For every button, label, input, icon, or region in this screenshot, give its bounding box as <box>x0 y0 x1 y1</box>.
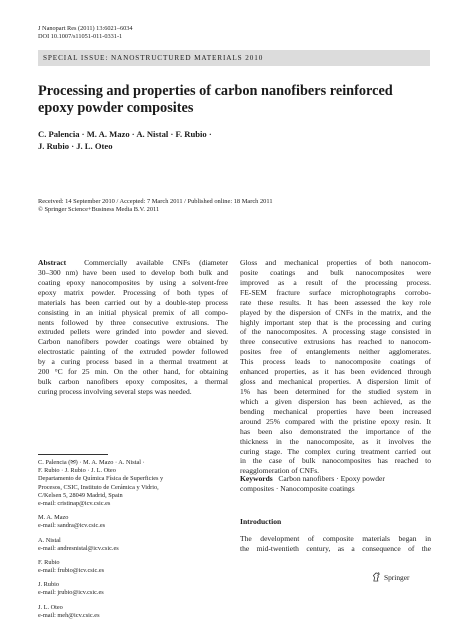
abstract-line: Carbon nanofibers powder coatings were obtained by <box>38 337 228 347</box>
body-line: reagglomeration of CNFs. <box>240 466 320 476</box>
body-line: The development of composite materials began in <box>240 534 431 543</box>
author-name: F. Rubio <box>38 558 60 566</box>
abstract-line: electrostatic painting of the extruded powder followed <box>38 347 228 357</box>
springer-horse-icon <box>372 572 381 582</box>
abstract-line: curing process involving several steps was needed. <box>38 386 192 396</box>
abstract-line: extruded pellets were grinded into powder and sieved. <box>38 327 228 337</box>
abstract-line: epoxy matrix powder. Processing of both types of <box>38 287 228 297</box>
body-line: bending mechanical properties have been increased <box>240 406 431 416</box>
section-heading-introduction: Introduction <box>240 517 282 526</box>
affiliation-block <box>38 459 228 508</box>
affiliation-line: F. Rubio · J. Rubio · J. L. Oteo <box>38 467 116 475</box>
abstract-heading: Abstract <box>38 258 67 267</box>
body-line: curing stage. The complex curing treatment carried out <box>240 446 431 456</box>
email-line: e-mail: frubio@icv.csic.es <box>38 567 105 575</box>
journal-reference <box>38 25 133 41</box>
body-line: gloss and mechanical properties. A dispersion limit of <box>240 377 431 387</box>
publication-history <box>38 198 430 215</box>
author-line: C. Palencia · M. A. Mazo · A. Nistal · F. Rubio · <box>38 129 212 139</box>
body-line: posite coatings and bulk nanocomposites were <box>240 267 431 277</box>
doi: DOI 10.1007/s11051-011-0331-1 <box>38 33 123 41</box>
author-name: A. Nistal <box>38 536 61 544</box>
affiliation-block <box>38 537 228 553</box>
author-line: J. Rubio · J. L. Oteo <box>38 141 113 151</box>
journal-citation: J Nanopart Res (2011) 13:6021–6034 <box>38 25 133 32</box>
abstract <box>38 258 228 397</box>
email-line: e-mail: jrubio@icv.csic.es <box>38 589 104 597</box>
abstract-line: Commercially available CNFs (diameter <box>84 258 228 267</box>
special-issue-banner <box>38 50 430 66</box>
affiliation-block <box>38 559 228 575</box>
abstract-line: nents followed by three consecutive extrusions. The <box>38 317 228 327</box>
keywords-line: composites · Nanocomposite coatings <box>240 483 355 493</box>
body-line: in the case of bulk nanocomposites has reached to <box>240 456 431 466</box>
abstract-line: materials has been carried out by a double-step process <box>38 297 228 307</box>
author-affiliations <box>38 459 228 620</box>
affiliation-block <box>38 581 228 597</box>
body-line: of the nanocomposites. A processing stage consisted in <box>240 327 431 337</box>
publisher-logo <box>372 572 409 582</box>
affiliation-line: C. Palencia (✉) · M. A. Mazo · A. Nistal · <box>38 459 145 466</box>
affiliation-line: Departamento de Química Física de Superficies y <box>38 475 164 483</box>
body-line: thickness in the nanocomposite, as it involves the <box>240 436 431 446</box>
body-line: 1% has been determined for the studied system in <box>240 386 431 396</box>
keywords-heading: Keywords <box>240 474 273 483</box>
email-line: e-mail: sandra@icv.csic.es <box>38 522 106 530</box>
body-line: posites free of entanglements neither agglomerates. <box>240 347 431 357</box>
abstract-line: coating epoxy nanocomposites by using a solvent-free <box>38 277 228 287</box>
keywords <box>240 474 431 494</box>
affiliation-line: Procesos, CSIC, Instituto de Cerámica y Vidrio, <box>38 483 159 491</box>
publisher-name: Springer <box>384 572 410 582</box>
keywords-line: Carbon nanofibers · Epoxy powder <box>278 474 385 483</box>
abstract-line: consisting in an initial physical premix of all compo- <box>38 307 228 317</box>
body-line: enhanced properties, as it has been evidenced through <box>240 367 431 377</box>
body-line: around 25% compared with the pristine epoxy resin. It <box>240 416 431 426</box>
paper-title <box>38 83 418 117</box>
affiliation-line: C/Kelsen 5, 28049 Madrid, Spain <box>38 491 123 499</box>
body-line: Gloss and mechanical properties of both nanocom- <box>240 258 431 267</box>
affiliation-block <box>38 514 228 530</box>
abstract-line: bulk carbon nanofibers epoxy composites, a thermal <box>38 377 228 387</box>
abstract-line: 200 °C for 25 min. On the other hand, for obtaining <box>38 367 228 377</box>
body-line: FE-SEM fracture surface microphotographs corrobo- <box>240 287 431 297</box>
abstract-line: by a curing process based in a thermal treatment at <box>38 357 228 367</box>
body-line: highly important step that is the processing and curing <box>240 317 431 327</box>
abstract-continued <box>240 258 431 476</box>
footnote-divider <box>38 454 108 455</box>
body-line: played by the dispersion of CNFs in the matrix, and the <box>240 307 431 317</box>
title-line: epoxy powder composites <box>38 100 194 116</box>
body-line: This process leads to nanocomposite coatings of <box>240 357 431 367</box>
body-line: which a given dispersion has been achieved, as the <box>240 396 431 406</box>
body-line: the mid-twentieth century, as a consequence of the <box>240 543 431 553</box>
body-line: has been also demonstrated the importance of the <box>240 426 431 436</box>
email-line: e-mail: andresnistal@icv.csic.es <box>38 544 119 552</box>
received-dates: Received: 14 September 2010 / Accepted: 7 March 2011 / Published online: 18 March 2011 <box>38 198 273 205</box>
copyright: © Springer Science+Business Media B.V. 2011 <box>38 206 160 214</box>
body-line: improved as a result of the processing process. <box>240 277 431 287</box>
abstract-line: 30–300 nm) have been used to develop both bulk and <box>38 267 228 277</box>
affiliation-block <box>38 604 228 620</box>
body-line: rate these results. It has been assessed the key role <box>240 297 431 307</box>
author-name: J. L. Oteo <box>38 603 63 611</box>
author-list <box>38 128 368 152</box>
author-name: M. A. Mazo <box>38 514 69 522</box>
body-line: three consecutive extrusions has reached to nanocom- <box>240 337 431 347</box>
email-line: e-mail: cristinap@icv.csic.es <box>38 499 111 507</box>
introduction-text <box>240 534 431 554</box>
title-line: Processing and properties of carbon nanofibers reinforced <box>38 83 393 99</box>
email-line: e-mail: meh@icv.csic.es <box>38 611 100 619</box>
author-name: J. Rubio <box>38 581 59 589</box>
banner-text: SPECIAL ISSUE: NANOSTRUCTURED MATERIALS 2010 <box>43 54 264 62</box>
